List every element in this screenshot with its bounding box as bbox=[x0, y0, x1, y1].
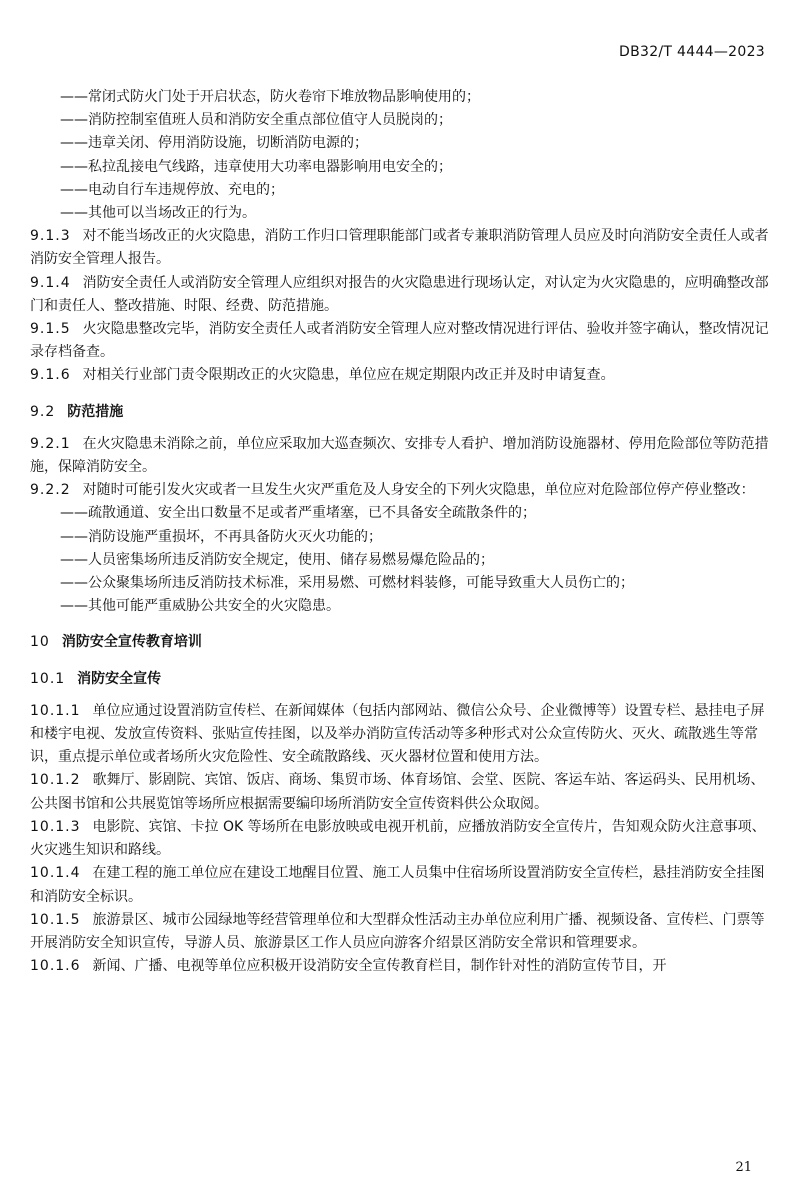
clause-number: 9.2.2 bbox=[30, 482, 71, 499]
clause-number: 10 bbox=[30, 634, 50, 651]
document-body bbox=[30, 86, 772, 978]
list-item-text: ——公众聚集场所违反消防技术标准，采用易燃、可燃材料装修，可能导致重大人员伤亡的； bbox=[60, 575, 634, 592]
clause-number: 9.1.3 bbox=[30, 228, 71, 245]
clause-text: 歌舞厅、影剧院、宾馆、饭店、商场、集贸市场、体育场馆、会堂、医院、客运车站、客运码头、民用机场、公共图书馆和公共展览馆等场所应根据需要编印场所消防安全宣传资料供公众取阅。 bbox=[30, 772, 765, 812]
clause-text: 电影院、宾馆、卡拉 OK 等场所在电影放映或电视开机前，应播放消防安全宣传片，告知观众防火注意事项、火灾逃生知识和路线。 bbox=[30, 818, 766, 859]
list-item bbox=[30, 132, 772, 155]
clause-text: 新闻、广播、电视等单位应积极开设消防安全宣传教育栏目，制作针对性的消防宣传节目，开 bbox=[92, 958, 667, 975]
list-item-text: ——常闭式防火门处于开启状态，防火卷帘下堆放物品影响使用的； bbox=[60, 89, 480, 105]
clause-paragraph bbox=[30, 225, 772, 271]
list-item-text: ——其他可能严重威胁公共安全的火灾隐患。 bbox=[60, 598, 340, 615]
clause-text: 在火灾隐患未消除之前，单位应采取加大巡查频次、安排专人看护、增加消防设施器材、停用危险部位等防范措施，保障消防安全。 bbox=[30, 435, 769, 476]
list-item-text: ——其他可以当场改正的行为。 bbox=[60, 205, 256, 222]
clause-paragraph bbox=[30, 909, 772, 955]
clause-text: 火灾隐患整改完毕，消防安全责任人或者消防安全管理人应对整改情况进行评估、验收并签字确认，整改情况记录存档备查。 bbox=[30, 321, 769, 361]
list-item bbox=[30, 595, 772, 618]
list-item bbox=[30, 549, 772, 572]
clause-text: 消防安全责任人或消防安全管理人应组织对报告的火灾隐患进行现场认定，对认定为火灾隐患的，应明确整改部门和责任人、整改措施、时限、经费、防范措施。 bbox=[30, 274, 769, 314]
list-item bbox=[30, 502, 772, 525]
list-item bbox=[30, 109, 772, 132]
clause-number: 9.1.4 bbox=[30, 274, 71, 291]
list-item bbox=[30, 202, 772, 225]
list-item-text: ——私拉乱接电气线路，违章使用大功率电器影响用电安全的； bbox=[60, 158, 452, 175]
clause-number: 9.1.6 bbox=[30, 367, 71, 384]
clause-number: 10.1.6 bbox=[30, 958, 81, 975]
section-heading bbox=[30, 668, 772, 691]
list-item-text: ——消防设施严重损坏，不再具备防火灭火功能的； bbox=[60, 528, 382, 545]
clause-paragraph bbox=[30, 364, 772, 387]
list-item-text: ——消防控制室值班人员和消防安全重点部位值守人员脱岗的； bbox=[60, 112, 452, 129]
clause-text: 对随时可能引发火灾或者一旦发生火灾严重危及人身安全的下列火灾隐患，单位应对危险部位停产停业整改： bbox=[82, 482, 755, 499]
clause-number: 10.1.5 bbox=[30, 911, 81, 928]
list-item-text: ——人员密集场所违反消防安全规定，使用、储存易燃易爆危险品的； bbox=[60, 551, 494, 568]
clause-paragraph bbox=[30, 272, 772, 318]
clause-paragraph bbox=[30, 862, 772, 908]
heading-text: 防范措施 bbox=[67, 403, 124, 420]
list-item bbox=[30, 526, 772, 549]
clause-number: 10.1.2 bbox=[30, 772, 81, 789]
section-heading bbox=[30, 401, 772, 424]
list-item bbox=[30, 86, 772, 109]
clause-paragraph bbox=[30, 318, 772, 364]
clause-number: 10.1.1 bbox=[30, 702, 81, 719]
clause-number: 9.2.1 bbox=[30, 435, 71, 452]
page-number: 21 bbox=[735, 1160, 752, 1175]
clause-text: 在建工程的施工单位应在建设工地醒目位置、施工人员集中住宿场所设置消防安全宣传栏，悬挂消防安全挂图和消防安全标识。 bbox=[30, 865, 765, 905]
clause-paragraph bbox=[30, 769, 772, 815]
clause-text: 对相关行业部门责令限期改正的火灾隐患，单位应在规定期限内改正并及时申请复查。 bbox=[82, 367, 615, 384]
clause-number: 9.2 bbox=[30, 403, 56, 420]
heading-text: 消防安全宣传教育培训 bbox=[61, 634, 202, 651]
list-item bbox=[30, 572, 772, 595]
list-item bbox=[30, 156, 772, 179]
clause-number: 10.1 bbox=[30, 670, 66, 687]
clause-paragraph bbox=[30, 700, 772, 770]
list-item-text: ——违章关闭、停用消防设施，切断消防电源的； bbox=[60, 135, 368, 152]
clause-text: 对不能当场改正的火灾隐患，消防工作归口管理职能部门或者专兼职消防管理人员应及时向消防安全责任人或者消防安全管理人报告。 bbox=[30, 228, 769, 268]
clause-paragraph bbox=[30, 433, 772, 479]
clause-paragraph bbox=[30, 479, 772, 502]
heading-text: 消防安全宣传 bbox=[77, 670, 162, 687]
clause-number: 10.1.4 bbox=[30, 865, 81, 882]
clause-number: 10.1.3 bbox=[30, 818, 81, 835]
clause-paragraph bbox=[30, 816, 772, 862]
clause-number: 9.1.5 bbox=[30, 321, 71, 338]
list-item-text: ——电动自行车违规停放、充电的； bbox=[60, 181, 284, 198]
document-code: DB32/T 4444—2023 bbox=[619, 44, 765, 60]
clause-text: 旅游景区、城市公园绿地等经营管理单位和大型群众性活动主办单位应利用广播、视频设备、宣传栏、门票等开展消防安全知识宣传，导游人员、旅游景区工作人员应向游客介绍景区消防安全常识和管理要求。 bbox=[30, 911, 765, 951]
clause-paragraph bbox=[30, 955, 772, 978]
clause-text: 单位应通过设置消防宣传栏、在新闻媒体（包括内部网站、微信公众号、企业微博等）设置专栏、悬挂电子屏和楼宇电视、发放宣传资料、张贴宣传挂图，以及举办消防宣传活动等多种形式对公众宣传防火、灭火、疏散逃生等常识，重点提示单位或者场所火灾危险性、安全疏散路线、灭火器材位置和使用方法。 bbox=[30, 702, 765, 766]
list-item-text: ——疏散通道、安全出口数量不足或者严重堵塞，已不具备安全疏散条件的； bbox=[60, 505, 536, 522]
list-item bbox=[30, 179, 772, 202]
section-heading bbox=[30, 631, 772, 654]
